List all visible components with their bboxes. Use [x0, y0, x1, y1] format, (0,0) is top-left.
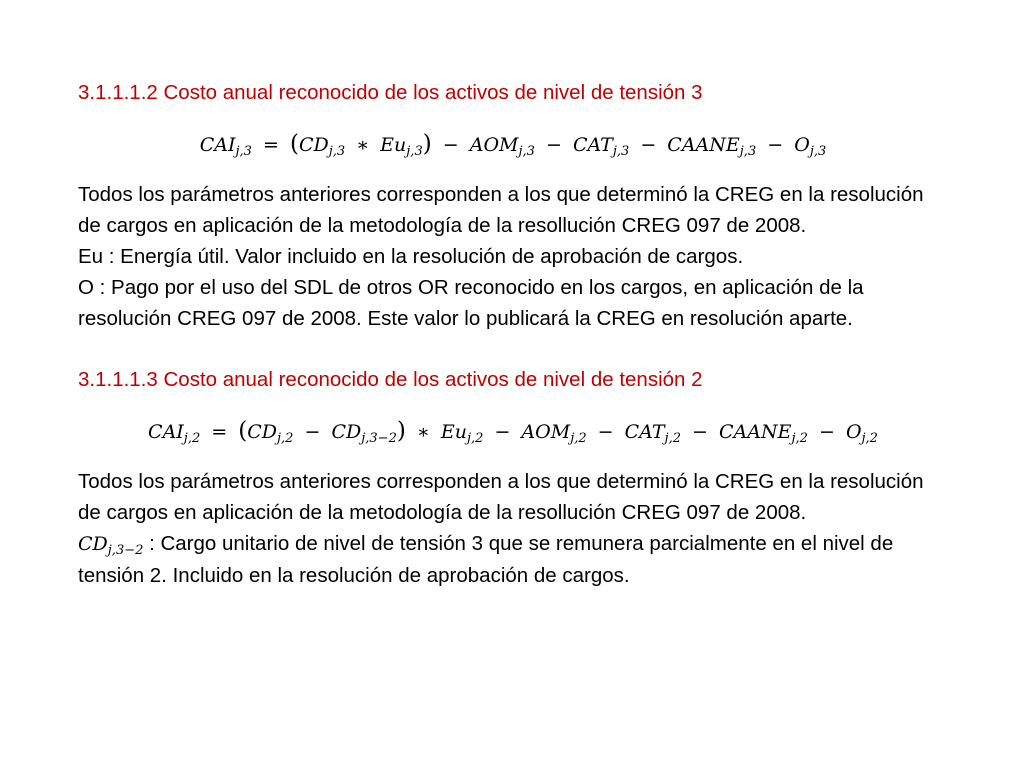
equation-cai-tension-2: $CAI_{j,2} = (CD_{j,2} - CD_{j,3-2})$ ∗ $Eu_{j,2} - AOM_{j,2} - CAT_{j,2}$ − $CAANE_{j,2} - O_{j,2}$: [148, 418, 878, 446]
parameters-paragraph-1: Todos los parámetros anteriores corresponden a los que determinó la CREG en la resolución de cargos en aplicación de la metodología de la resollución CREG 097 de 2008.: [78, 183, 924, 237]
eq-term-cai: $CAI_{j,3}$: [199, 134, 252, 159]
eq2-term-eu: $Eu_{j,2}$: [440, 421, 484, 446]
eq-term-o: $O_{j,3}$: [794, 134, 827, 159]
eq-term-aom: $AOM_{j,3}$: [469, 134, 535, 159]
cd-3-2-symbol: $CD_{j,3-2}$: [78, 533, 144, 558]
eq2-term-cd: $CD_{j,2}$: [247, 421, 294, 446]
eq2-term-caane: $CAANE_{j,2}$: [719, 421, 808, 446]
eu-definition: Eu : Energía útil. Valor incluido en la resolución de aprobación de cargos.: [78, 245, 744, 268]
slide-content: [78, 78, 948, 591]
section-heading-tension-3: 3.1.1.1.2 Costo anual reconocido de los activos de nivel de tensión 3: [78, 81, 703, 104]
eq-term-caane: $CAANE_{j,3}$: [667, 134, 757, 159]
eq2-term-cd-3-2: $CD_{j,3-2}$: [331, 421, 397, 446]
eq2-term-cat: $CAT_{j,2}$: [624, 421, 681, 446]
equation-cai-tension-3: $CAI_{j,3} = (CD_{j,3}$ ∗ $Eu_{j,3}) - AOM_{j,3} - CAT_{j,3}$ − $CAANE_{j,3} - O_{j,3}$: [199, 131, 827, 159]
eq-term-eu: $Eu_{j,3}$: [380, 134, 423, 159]
section-heading-tension-2: 3.1.1.1.3 Costo anual reconocido de los activos de nivel de tensión 2: [78, 368, 703, 391]
parameters-paragraph-2: Todos los parámetros anteriores corresponden a los que determinó la CREG en la resolución de cargos en aplicación de la metodología de la resollución CREG 097 de 2008.: [78, 470, 924, 524]
eq-term-cat: $CAT_{j,3}$: [572, 134, 630, 159]
eq-term-cd: $CD_{j,3}$: [298, 134, 346, 159]
o-definition: O : Pago por el uso del SDL de otros OR reconocido en los cargos, en aplicación de la resolución CREG 097 de 2008. Este valor lo publicará la CREG en resolución aparte.: [78, 276, 864, 330]
eq2-term-cai: $CAI_{j,2}$: [148, 421, 201, 446]
eq2-term-o: $O_{j,2}$: [845, 421, 878, 446]
cd-3-2-definition-text: : Cargo unitario de nivel de tensión 3 que se remunera parcialmente en el nivel de tensión 2. Incluido en la resolución de aprobación de cargos.: [78, 532, 894, 587]
cd-3-2-definition: [78, 528, 948, 591]
eq2-term-aom: $AOM_{j,2}$: [521, 421, 587, 446]
